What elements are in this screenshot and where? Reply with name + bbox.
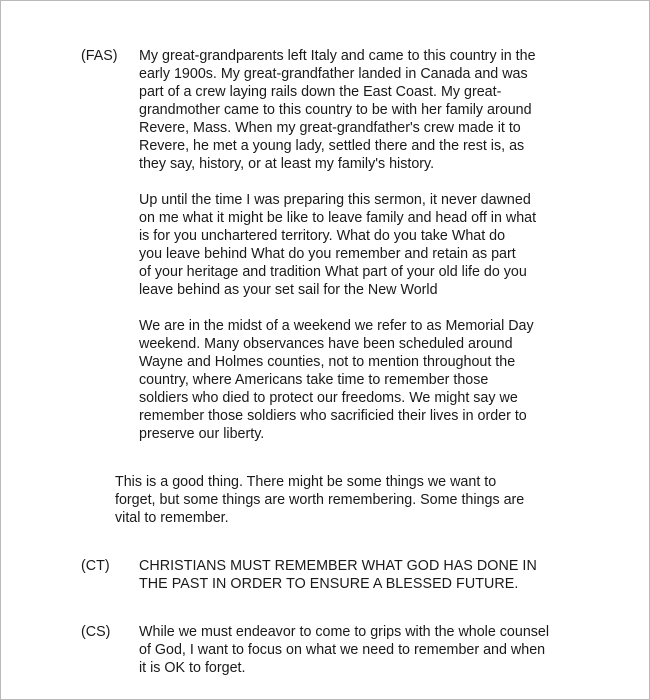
- text-line: vital to remember.: [115, 510, 229, 526]
- block-spacer: [81, 609, 587, 623]
- text-line: My great-grandparents left Italy and came to this country in the: [139, 48, 536, 64]
- outline-block-cs: [81, 623, 587, 677]
- outline-label-fas: (FAS): [81, 48, 118, 64]
- text-line: Wayne and Holmes counties, not to mention throughout the: [139, 354, 516, 370]
- block-spacer: [81, 459, 587, 473]
- block-spacer: [81, 543, 587, 557]
- text-line: remember those soldiers who sacrificied their lives in order to: [139, 408, 527, 424]
- text-line: early 1900s. My great-grandfather landed in Canada and was: [139, 66, 528, 82]
- text-line: soldiers who died to protect our freedoms. We might say we: [139, 390, 518, 406]
- text-line: leave behind as your set sail for the New World: [139, 282, 438, 298]
- outline-body-cs: [139, 623, 587, 677]
- outline-body-ct: [139, 557, 587, 593]
- text-line: on me what it might be like to leave family and head off in what: [139, 210, 537, 226]
- paragraph: [139, 557, 587, 593]
- text-line: THE PAST IN ORDER TO ENSURE A BLESSED FUTURE.: [139, 576, 519, 592]
- text-line: This is a good thing. There might be some things we want to: [115, 474, 497, 490]
- paragraph: [139, 191, 587, 299]
- text-line: grandmother came to this country to be with her family around: [139, 102, 532, 118]
- outline-label-ct: (CT): [81, 558, 110, 574]
- outline-block-fas: [81, 47, 587, 443]
- text-line: they say, history, or at least my family's history.: [139, 156, 435, 172]
- document-body: [81, 47, 587, 693]
- outline-block-ct: [81, 557, 587, 593]
- paragraph: [115, 473, 587, 527]
- text-line: it is OK to forget.: [139, 660, 246, 676]
- text-line: country, where Americans take time to remember those: [139, 372, 489, 388]
- outline-label-cs: (CS): [81, 624, 111, 640]
- text-line: is for you unchartered territory. What do you take What do: [139, 228, 506, 244]
- text-line: weekend. Many observances have been scheduled around: [139, 336, 513, 352]
- text-line: you leave behind What do you remember and retain as part: [139, 246, 516, 262]
- outline-body-fas: [139, 47, 587, 443]
- text-line: While we must endeavor to come to grips with the whole counsel: [139, 624, 550, 640]
- paragraph: [139, 623, 587, 677]
- text-line: Revere, Mass. When my great-grandfather's crew made it to: [139, 120, 521, 136]
- text-line: Revere, he met a young lady, settled there and the rest is, as: [139, 138, 525, 154]
- outline-block-transition: [81, 473, 587, 527]
- paragraph: [139, 317, 587, 443]
- paragraph: [139, 47, 587, 173]
- outline-body-transition: [115, 473, 587, 527]
- text-line: forget, but some things are worth remembering. Some things are: [115, 492, 525, 508]
- text-line: part of a crew laying rails down the East Coast. My great-: [139, 84, 502, 100]
- text-line: CHRISTIANS MUST REMEMBER WHAT GOD HAS DONE IN: [139, 558, 537, 574]
- text-line: We are in the midst of a weekend we refer to as Memorial Day: [139, 318, 534, 334]
- text-line: of your heritage and tradition What part of your old life do you: [139, 264, 527, 280]
- text-line: preserve our liberty.: [139, 426, 265, 442]
- text-line: of God, I want to focus on what we need to remember and when: [139, 642, 546, 658]
- text-line: Up until the time I was preparing this sermon, it never dawned: [139, 192, 531, 208]
